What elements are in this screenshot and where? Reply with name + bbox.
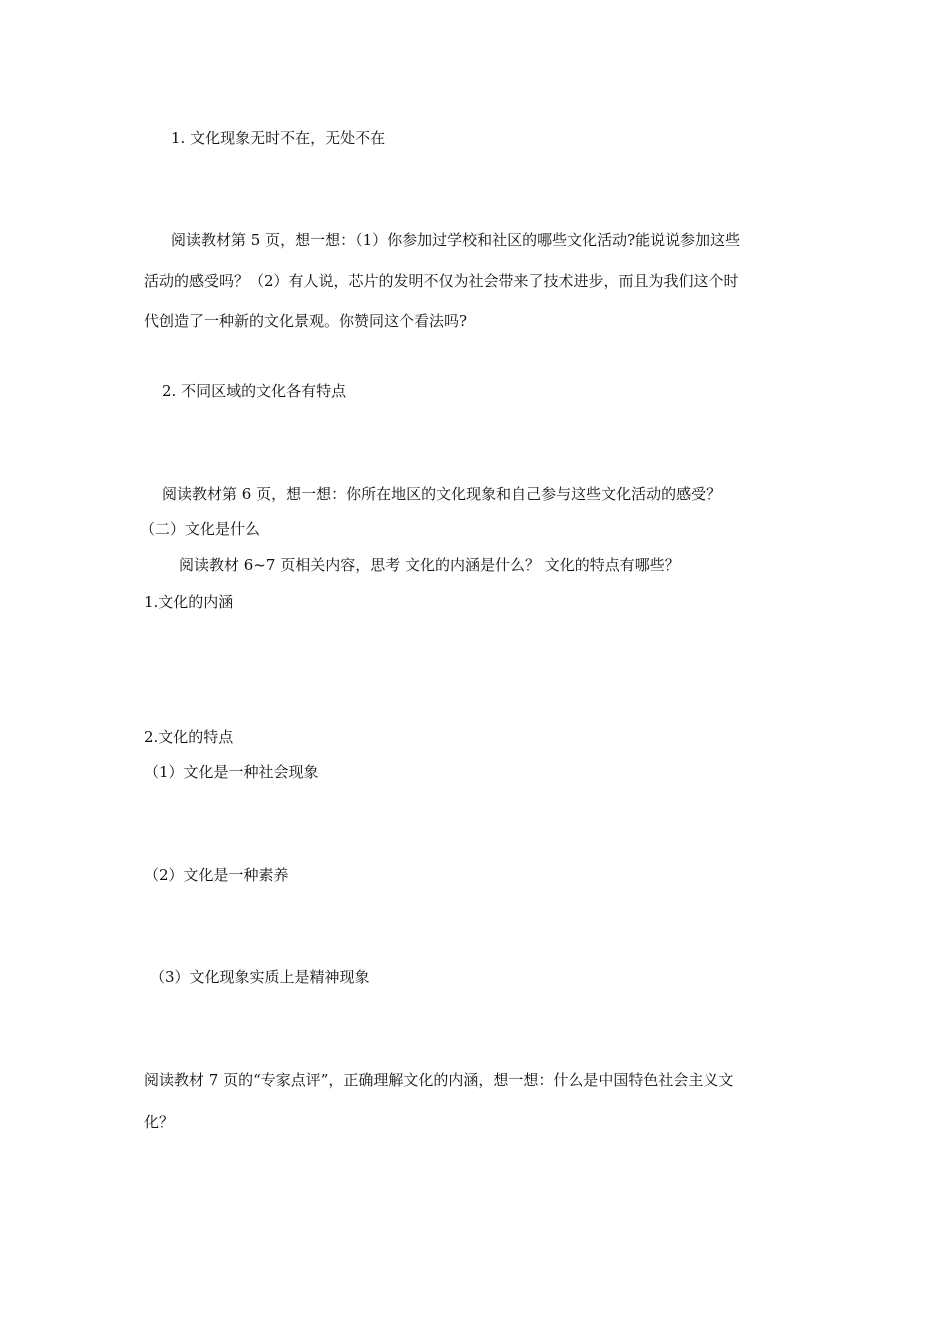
final-paragraph-line1: 阅读教材 7 页的“专家点评”，正确理解文化的内涵，想一想：什么是中国特色社会主义文 [144, 1071, 734, 1089]
section1-paragraph-line1: 阅读教材第 5 页，想一想：（1）你参加过学校和社区的哪些文化活动?能说说参加这些 [171, 231, 741, 249]
connotation-heading: 1.文化的内涵 [144, 593, 234, 611]
final-paragraph-line2: 化？ [144, 1113, 175, 1131]
part2-intro: 阅读教材 6~7 页相关内容，思考 文化的内涵是什么？ 文化的特点有哪些？ [179, 556, 680, 574]
section1-heading: 1. 文化现象无时不在，无处不在 [171, 129, 386, 147]
section2-heading: 2. 不同区域的文化各有特点 [162, 382, 347, 400]
features-heading: 2.文化的特点 [144, 728, 234, 746]
section2-paragraph: 阅读教材第 6 页，想一想：你所在地区的文化现象和自己参与这些文化活动的感受？ [162, 485, 722, 503]
section1-paragraph-line3: 代创造了一种新的文化景观。你赞同这个看法吗? [144, 312, 468, 330]
part2-heading: （二）文化是什么 [140, 520, 261, 538]
section1-paragraph-line2: 活动的感受吗？（2）有人说，芯片的发明不仅为社会带来了技术进步，而且为我们这个时 [144, 272, 739, 290]
feature3: （3）文化现象实质上是精神现象 [150, 968, 370, 986]
feature2: （2）文化是一种素养 [144, 866, 289, 884]
feature1: （1）文化是一种社会现象 [144, 763, 319, 781]
